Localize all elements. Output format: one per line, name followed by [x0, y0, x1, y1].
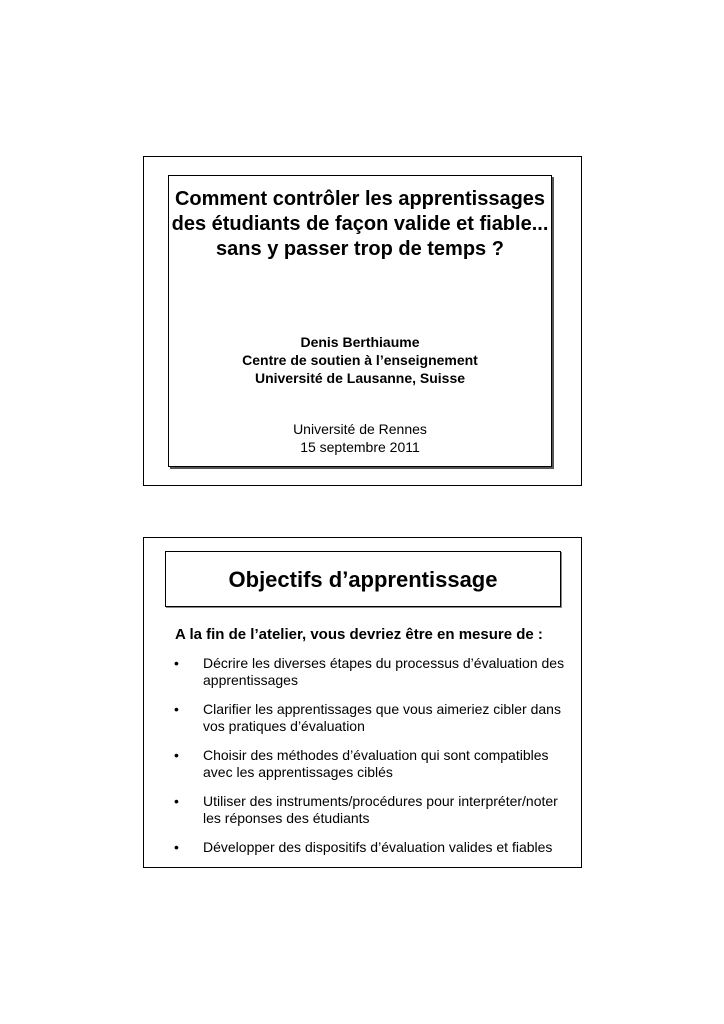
- title-line-1: Comment contrôler les apprentissages: [174, 188, 546, 210]
- list-item: [174, 655, 579, 689]
- list-item: [174, 701, 579, 735]
- slide-2: [143, 537, 582, 868]
- objectives-list: [174, 655, 579, 868]
- slide-title: Objectifs d’apprentissage: [165, 551, 561, 607]
- list-item: [174, 747, 579, 781]
- objectives-intro: A la fin de l’atelier, vous devriez être en mesure de :: [175, 626, 543, 643]
- title-line-3: sans y passer trop de temps ?: [216, 238, 504, 260]
- objective-text: Utiliser des instruments/procédures pour interpréter/noter les réponses des étudiants: [203, 793, 558, 826]
- author-name: Denis Berthiaume: [300, 334, 420, 350]
- event-place: Université de Rennes: [293, 421, 427, 437]
- event-date: 15 septembre 2011: [300, 439, 420, 455]
- title-slide-frame: [168, 175, 552, 467]
- event-block: [169, 420, 551, 456]
- title-line-2: des étudiants de façon valide et fiable...: [171, 213, 549, 235]
- bullet-icon: •: [174, 839, 179, 855]
- bullet-icon: •: [174, 793, 179, 809]
- bullet-icon: •: [174, 701, 179, 717]
- objective-text: Clarifier les apprentissages que vous aimeriez cibler dans vos pratiques d’évaluation: [203, 701, 561, 734]
- objective-text: Développer des dispositifs d’évaluation valides et fiables: [203, 839, 553, 855]
- objective-text: Décrire les diverses étapes du processus d’évaluation des apprentissages: [203, 655, 565, 688]
- bullet-icon: •: [174, 747, 179, 763]
- author-affiliation: Centre de soutien à l’enseignement: [242, 352, 478, 368]
- slide-1: [143, 156, 582, 486]
- presentation-title: [169, 187, 551, 262]
- list-item: [174, 839, 579, 856]
- bullet-icon: •: [174, 655, 179, 671]
- author-block: [169, 333, 551, 387]
- list-item: [174, 793, 579, 827]
- author-university: Université de Lausanne, Suisse: [254, 370, 466, 386]
- objective-text: Choisir des méthodes d’évaluation qui sont compatibles avec les apprentissages ciblés: [203, 747, 549, 780]
